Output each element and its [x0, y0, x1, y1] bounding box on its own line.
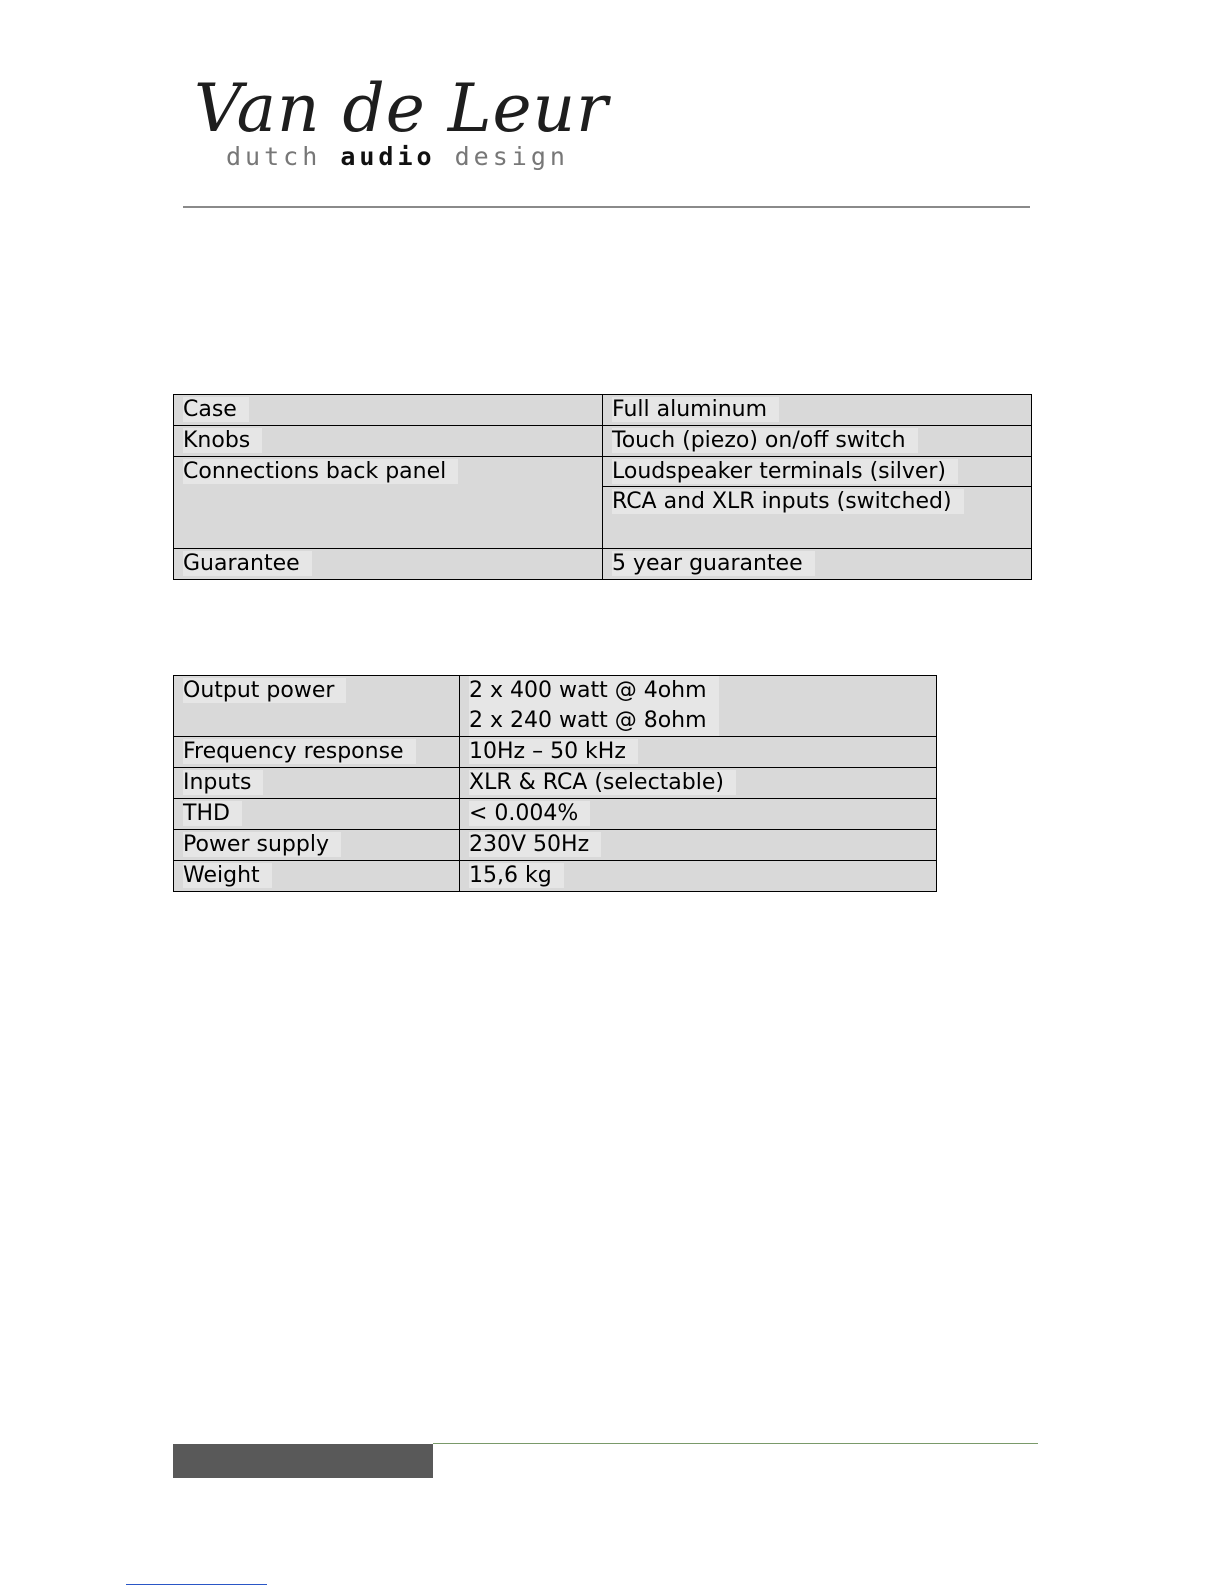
feature-label-cell: [174, 426, 603, 457]
feature-value: Loudspeaker terminals (silver): [612, 459, 958, 484]
spec-value-cell: [460, 737, 937, 768]
feature-label: Connections back panel: [183, 459, 458, 484]
spec-label: Weight: [183, 863, 272, 888]
feature-label-cell: [174, 395, 603, 426]
spec-value-cell: [460, 768, 937, 799]
table-row: [174, 676, 937, 737]
table-row: [174, 768, 937, 799]
feature-label-cell: [174, 457, 603, 549]
spec-label-cell: [174, 737, 460, 768]
table-row: [174, 549, 1032, 580]
logo-script-text: Van de Leur: [194, 70, 609, 147]
table-row: [174, 861, 937, 892]
feature-value: 5 year guarantee: [612, 551, 815, 576]
table-row: [174, 830, 937, 861]
spec-label: THD: [183, 801, 242, 826]
spec-value: < 0.004%: [469, 801, 590, 826]
feature-subrow: [603, 487, 1031, 518]
feature-value: Full aluminum: [612, 397, 779, 422]
table-row: [174, 457, 1032, 549]
spec-label: Power supply: [183, 832, 341, 857]
header-divider: [183, 206, 1030, 208]
feature-label: Case: [183, 397, 249, 422]
footer-bar: [173, 1444, 433, 1478]
table-row: [174, 737, 937, 768]
brand-logo: [190, 68, 609, 178]
feature-value: Touch (piezo) on/off switch: [612, 428, 918, 453]
spec-value: 15,6 kg: [469, 863, 564, 888]
spec-value: XLR & RCA (selectable): [469, 770, 736, 795]
tagline-design: design: [435, 142, 569, 171]
logo-tagline: [226, 142, 569, 171]
spec-label: Inputs: [183, 770, 263, 795]
spec-value-cell: [460, 861, 937, 892]
spec-value-cell: [460, 799, 937, 830]
spec-value: 230V 50Hz: [469, 832, 601, 857]
spec-value-cell: [460, 676, 937, 737]
feature-value-cell: [603, 549, 1032, 580]
table-row: [174, 799, 937, 830]
feature-label-cell: [174, 549, 603, 580]
feature-subrow: [603, 457, 1031, 487]
tagline-audio: audio: [340, 142, 436, 171]
spec-value: 2 x 400 watt @ 4ohm: [469, 676, 719, 706]
feature-value-cell: [603, 457, 1032, 549]
spec-value-cell: [460, 830, 937, 861]
spec-value: 2 x 240 watt @ 8ohm: [469, 706, 719, 736]
feature-label: Knobs: [183, 428, 262, 453]
specs-table: [173, 675, 937, 892]
footer-divider: [433, 1443, 1038, 1444]
feature-value-cell: [603, 395, 1032, 426]
tagline-dutch: dutch: [226, 142, 341, 171]
spec-value: 10Hz – 50 kHz: [469, 739, 638, 764]
spec-label-cell: [174, 676, 460, 737]
feature-label: Guarantee: [183, 551, 312, 576]
feature-value-cell: [603, 426, 1032, 457]
spec-label-cell: [174, 799, 460, 830]
table-row: [174, 395, 1032, 426]
spec-label: Frequency response: [183, 739, 416, 764]
features-table: [173, 394, 1032, 580]
spec-label-cell: [174, 768, 460, 799]
table-row: [174, 426, 1032, 457]
spec-label-cell: [174, 861, 460, 892]
spec-label: Output power: [183, 678, 346, 703]
feature-value: RCA and XLR inputs (switched): [612, 489, 964, 514]
spec-label-cell: [174, 830, 460, 861]
